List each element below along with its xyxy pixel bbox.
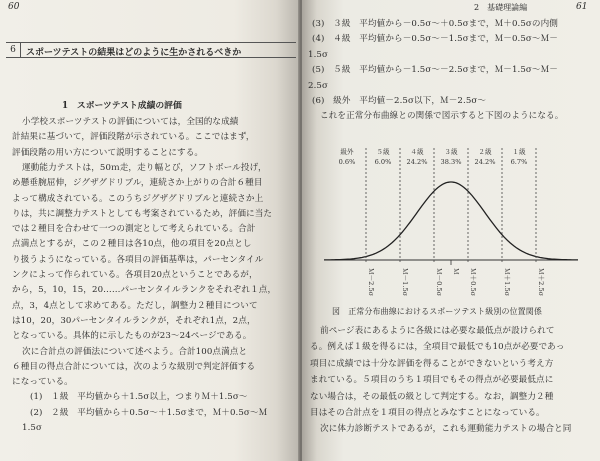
band-grade-label: 級外 — [340, 148, 354, 156]
body-line: ンクによって作られている。各項目20点ということであるが， — [12, 270, 258, 280]
body-line: 評価段階の用い方について説明することにする。 — [12, 147, 204, 158]
body-line: め懸垂腕屈伸，ジグザグドリブル，連続さか上がりの合計６種目 — [12, 178, 263, 189]
grade-item: (3) ３級 平均値から－0.5σ〜＋0.5σまで，Ｍ＋0.5σの内側 — [312, 19, 558, 29]
band-grade-label: ２級 — [478, 148, 492, 156]
grade-item: 2.5σ — [308, 80, 328, 91]
grade-item: これを正常分布曲線との関係で図示すると下図のようになる。 — [320, 111, 564, 122]
body-line: りは，共に調整力テストとしても考案されているため，評価に当た — [12, 208, 273, 219]
body-line: から，5，10，15，20……パーセンタイルランクをそれぞれ１点， — [12, 285, 277, 296]
band-percent-label: 6.7% — [510, 158, 528, 166]
axis-tick-label: Ｍ－2.5σ — [367, 268, 375, 297]
grade-item: (4) ４級 平均値から－0.5σ〜－1.5σまで，Ｍ－0.5σ〜Ｍ－ — [312, 34, 558, 45]
band-grade-label: １級 — [512, 148, 526, 156]
axis-tick-label: Ｍ＋1.5σ — [503, 268, 511, 297]
body-line: る。例えば１級を得るには，全項目で最低でも10点が必要であっ — [310, 342, 565, 353]
body-line: 次に合計点の評価法について述べよう。合計100点満点と — [22, 346, 248, 357]
right-page — [302, 0, 600, 461]
grade-item: (5) ５級 平均値から－1.5σ〜－2.5σまで，Ｍ－1.5σ〜Ｍ－ — [312, 65, 558, 76]
axis-tick-label: Ｍ＋2.5σ — [537, 268, 545, 297]
grade-item: (1) １級 平均値から＋1.5σ以上，つまりＭ＋1.5σ〜 — [30, 392, 248, 403]
body-line: は10，20，30パーセンタイルランクが，それぞれ1点，2点， — [12, 315, 256, 326]
grade-item: 1.5σ — [308, 49, 328, 60]
grade-item: (2) ２級 平均値から＋0.5σ〜＋1.5σまで，Ｍ＋0.5σ〜Ｍ — [30, 407, 268, 418]
band-percent-label: 24.2% — [406, 158, 428, 166]
running-header: 2 基礎理論編 — [474, 3, 528, 12]
band-grade-label: ４級 — [410, 148, 424, 156]
band-percent-label: 0.6% — [338, 158, 356, 166]
normal-curve — [324, 182, 578, 260]
grade-item: (6) 級外 平均値－2.5σ以下，Ｍ－2.5σ〜 — [312, 96, 487, 106]
band-percent-label: 6.0% — [374, 158, 392, 166]
body-line: 点満点とするが，この２種目は各10点，他の項目を20点とし — [12, 239, 252, 250]
axis-tick-label: Ｍ＋0.5σ — [469, 268, 477, 297]
section-heading — [6, 42, 296, 58]
section-number: 6 — [6, 43, 21, 57]
body-line: ない場合は，その最低の級として判定する。なお，調整力２種 — [310, 391, 554, 402]
band-percent-label: 24.2% — [474, 158, 496, 166]
axis-tick-label: Ｍ－0.5σ — [435, 268, 443, 297]
body-line: 目はその合計点を１項目の得点とみなすことになっている。 — [310, 408, 545, 418]
band-grade-label: ５級 — [376, 148, 390, 156]
body-line: になっている。 — [12, 377, 73, 388]
grade-item: 1.5σ — [22, 423, 42, 433]
body-line: 次に体力診断テストであるが，これも運動能力テストの場合と同 — [320, 424, 572, 435]
section-title: スポーツテストの結果はどのように生かされるべきか — [26, 48, 242, 58]
body-line: となっている。具体的に示したものが23～24ページである。 — [12, 331, 252, 342]
body-line: 前ページ表にあるように各級には必要な最低点が設けられて — [320, 326, 555, 336]
subheading: 1 スポーツテスト成績の評価 — [62, 101, 182, 111]
band-percent-label: 38.3% — [440, 158, 462, 166]
body-line: 運動能力テストは，50ｍ走，走り幅とび，ソフトボール投げ， — [22, 162, 267, 173]
body-line: 小学校スポーツテストの評価については，全国的な成績 — [22, 117, 239, 127]
body-line: まれている。５項目のうち１項目でもその得点が必要最低点に — [310, 375, 554, 386]
right-page-number: 61 — [576, 2, 588, 12]
body-line: 計結果に基づいて，評価段階が示されている。ここではまず， — [12, 132, 255, 143]
axis-tick-label: Ｍ－1.5σ — [401, 268, 409, 297]
axis-tick-label: Ｍ — [452, 268, 460, 275]
left-page-number: 60 — [8, 2, 20, 12]
body-line: ６種目の得点合計については，次のような級別で判定評価する — [12, 361, 256, 372]
figure-caption: 図 正常分布曲線におけるスポーツテスト級別の位置関係 — [332, 307, 542, 316]
body-line: 点，3，4点として求めてある。ただし，調整力２種目について — [12, 300, 258, 311]
body-line: 項目に成績では十分な評価を得ることができないという考え方 — [310, 358, 554, 369]
body-line: よって構成されている。このうちジグザグドリブルと連続さか上 — [12, 193, 264, 204]
band-grade-label: ３級 — [444, 148, 458, 156]
body-line: り扱うようになっている。各項目の評価基準は，パーセンタイル — [12, 254, 264, 265]
normal-distribution-chart — [320, 142, 582, 304]
body-line: では２種目を合わせて一つの測定として考えられている。合計 — [12, 224, 256, 235]
